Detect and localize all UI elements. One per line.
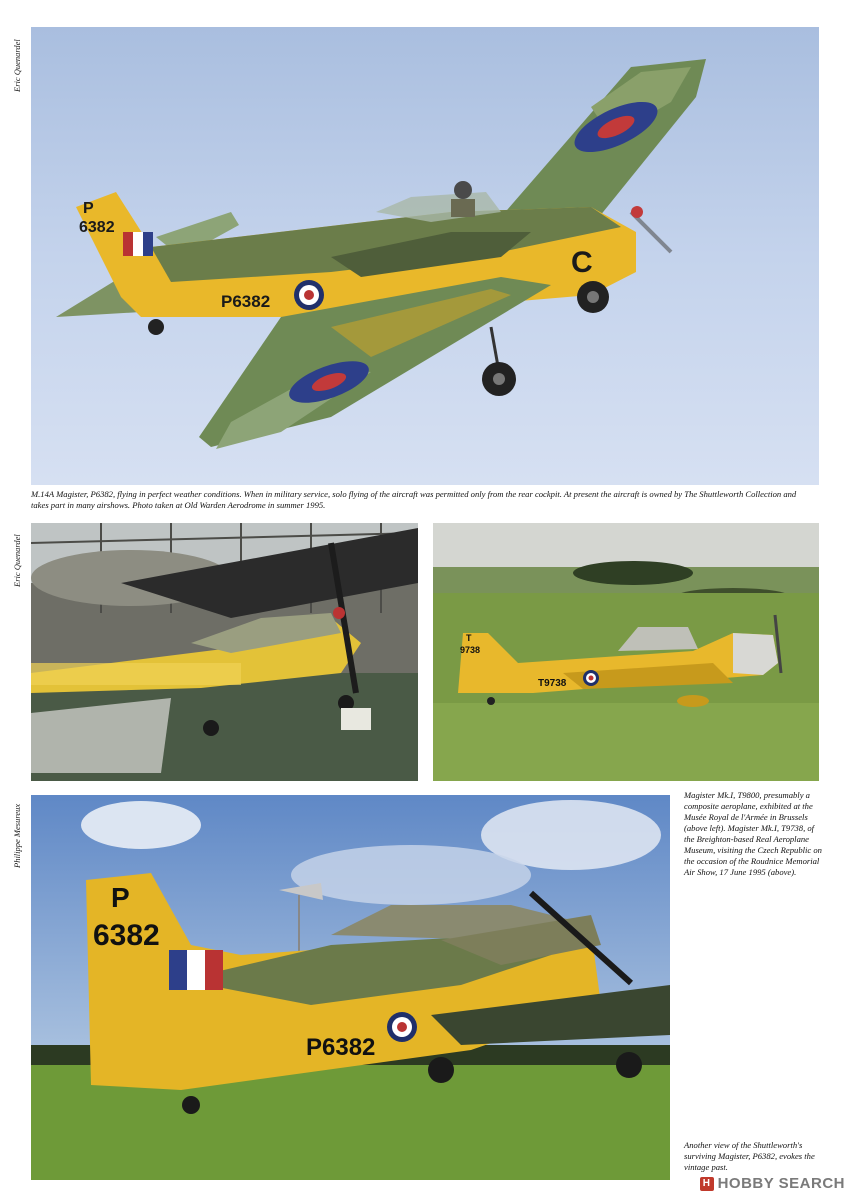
fuselage-serial-t9738: T9738 [538, 678, 567, 689]
photo-credit-middle: Eric Quenardel [12, 534, 22, 587]
photo-flying-magister [31, 27, 819, 485]
photo-credit-top: Eric Quenardel [12, 39, 22, 92]
photo-t9738-magister [433, 523, 819, 781]
tail-letter-t: T [466, 633, 472, 643]
photo-parked-p6382 [31, 795, 670, 1180]
tail-serial-9738: 9738 [460, 645, 481, 655]
watermark [700, 1175, 845, 1192]
tail-letter-p-bottom: P [111, 882, 130, 913]
photo-museum-magister [31, 523, 418, 781]
tail-letter-p: P [83, 200, 94, 217]
watermark-badge: H [700, 1177, 714, 1191]
caption-top: M.14A Magister, P6382, flying in perfect weather conditions. When in military service, solo flying of the aircraft was permitted only from the rear cockpit. At present the aircraft is owned by The Shuttleworth Collection and takes part in many airshows. Photo taken at Old Warden Aerodrome in summer 1995. [31, 489, 797, 510]
photo-credit-bottom: Philippe Mesureux [12, 803, 22, 868]
tail-serial-bottom: 6382 [93, 919, 160, 952]
fuselage-serial-bottom: P6382 [306, 1034, 376, 1061]
tail-serial: 6382 [79, 219, 115, 236]
watermark-brand: HOBBY SEARCH [717, 1175, 845, 1192]
nose-code: C [571, 246, 593, 279]
fuselage-serial: P6382 [221, 292, 271, 311]
caption-bottom: Another view of the Shuttleworth's surviving Magister, P6382, evokes the vintage past. [684, 1140, 815, 1172]
caption-side: Magister Mk.I, T9800, presumably a composite aeroplane, exhibited at the Musée Royal de l'Armée in Brussels (above left). Magister Mk.I, T9738, of the Breighton-based Real Aeroplane Museum, visiting the Czech Republic on the occasion of the Roudnice Memorial Air Show, 17 June 1995 (above). [684, 790, 822, 877]
